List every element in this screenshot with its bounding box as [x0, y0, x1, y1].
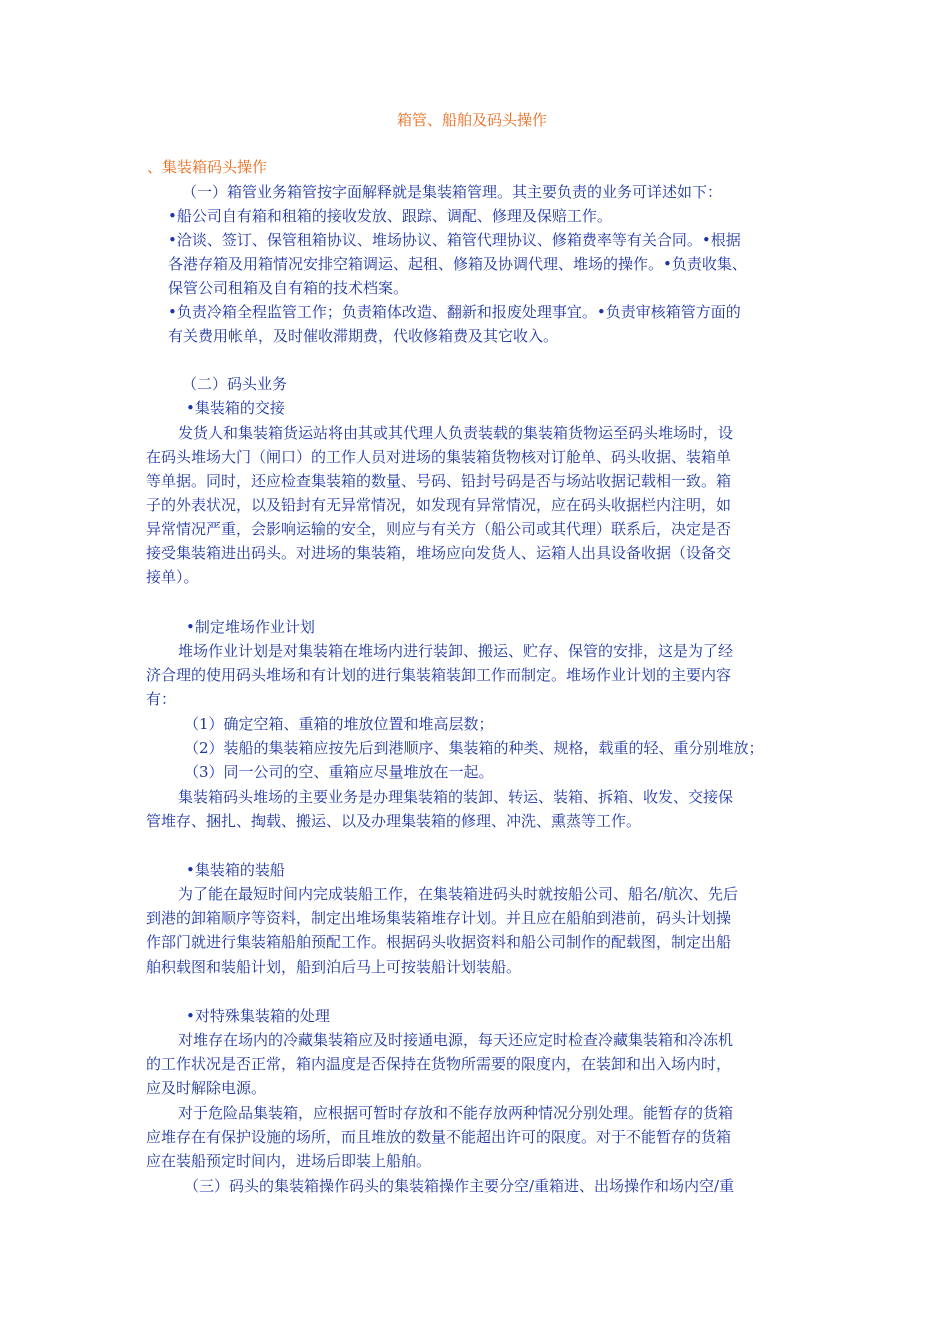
bullet-heading: •集装箱的交接 — [186, 399, 285, 417]
paragraph-line: 对堆存在场内的冷藏集装箱应及时接通电源，每天还应定时检查冷藏集装箱和冷冻机 — [178, 1031, 734, 1049]
paragraph-line: 各港存箱及用箱情况安排空箱调运、起租、修箱及协调代理、堆场的操作。•负责收集、 — [168, 255, 747, 273]
subsection-heading: （二）码头业务 — [182, 375, 288, 393]
paragraph-line: 的工作状况是否正常，箱内温度是否保持在货物所需要的限度内，在装卸和出入场内时， — [146, 1055, 732, 1073]
paragraph-line: 等单据。同时，还应检查集装箱的数量、号码、铅封号码是否与场站收据记载相一致。箱 — [146, 472, 732, 490]
paragraph-line: 集装箱码头堆场的主要业务是办理集装箱的装卸、转运、装箱、拆箱、收发、交接保 — [178, 788, 734, 806]
paragraph-line: 接单）。 — [146, 568, 199, 586]
paragraph-line: 到港的卸箱顺序等资料，制定出堆场集装箱堆存计划。并且应在船舶到港前，码头计划操 — [146, 909, 732, 927]
subsection-heading: （三）码头的集装箱操作码头的集装箱操作主要分空/重箱进、出场操作和场内空/重 — [184, 1177, 735, 1195]
paragraph-line: 有： — [146, 690, 177, 708]
bullet-heading: •对特殊集装箱的处理 — [186, 1007, 330, 1025]
bullet-heading: •制定堆场作业计划 — [186, 618, 315, 636]
paragraph-line: 济合理的使用码头堆场和有计划的进行集装箱装卸工作而制定。堆场作业计划的主要内容 — [146, 666, 732, 684]
paragraph-line: 有关费用帐单，及时催收滞期费，代收修箱费及其它收入。 — [168, 327, 559, 345]
bullet-line: •负责冷箱全程监管工作；负责箱体改造、翻新和报废处理事宜。•负责审核箱管方面的 — [168, 303, 741, 321]
list-item: （1）确定空箱、重箱的堆放位置和堆高层数； — [184, 715, 494, 733]
paragraph-line: 应堆存在有保护设施的场所，而且堆放的数量不能超出许可的限度。对于不能暂存的货箱 — [146, 1128, 732, 1146]
paragraph-line: 接受集装箱进出码头。对进场的集装箱，堆场应向发货人、运箱人出具设备收据（设备交 — [146, 544, 732, 562]
paragraph-line: 异常情况严重，会影响运输的安全，则应与有关方（船公司或其代理）联系后，决定是否 — [146, 520, 732, 538]
page-title: 箱管、船舶及码头操作 — [397, 111, 548, 129]
paragraph-line: 应及时解除电源。 — [146, 1079, 267, 1097]
paragraph-line: （一）箱管业务箱管按字面解释就是集装箱管理。其主要负责的业务可详述如下： — [182, 183, 723, 201]
paragraph-line: 管堆存、捆扎、掏载、搬运、以及办理集装箱的修理、冲洗、熏蒸等工作。 — [146, 812, 642, 830]
paragraph-line: 堆场作业计划是对集装箱在堆场内进行装卸、搬运、贮存、保管的安排，这是为了经 — [178, 642, 734, 660]
paragraph-line: 对于危险品集装箱，应根据可暂时存放和不能存放两种情况分别处理。能暂存的货箱 — [178, 1104, 734, 1122]
paragraph-line: 作部门就进行集装箱船舶预配工作。根据码头收据资料和船公司制作的配载图，制定出船 — [146, 933, 732, 951]
bullet-line: •洽谈、签订、保管租箱协议、堆场协议、箱管代理协议、修箱费率等有关合同。•根据 — [168, 231, 741, 249]
paragraph-line: 在码头堆场大门（闸口）的工作人员对进场的集装箱货物核对订舱单、码头收据、装箱单 — [146, 448, 732, 466]
paragraph-line: 发货人和集装箱货运站将由其或其代理人负责装载的集装箱货物运至码头堆场时，设 — [178, 424, 734, 442]
list-item: （2）装船的集装箱应按先后到港顺序、集装箱的种类、规格，载重的轻、重分别堆放； — [184, 739, 764, 757]
paragraph-line: 为了能在最短时间内完成装船工作，在集装箱进码头时就按船公司、船名/航次、先后 — [178, 885, 739, 903]
section-heading: 、集装箱码头操作 — [147, 158, 268, 176]
paragraph-line: 舶积载图和装船计划，船到泊后马上可按装船计划装船。 — [146, 958, 522, 976]
paragraph-line: 应在装船预定时间内，进场后即装上船舶。 — [146, 1152, 432, 1170]
bullet-heading: •集装箱的装船 — [186, 861, 285, 879]
paragraph-line: 保管公司租箱及自有箱的技术档案。 — [168, 279, 409, 297]
paragraph-line: 子的外表状况，以及铅封有无异常情况，如发现有异常情况，应在码头收据栏内注明，如 — [146, 496, 732, 514]
list-item: （3）同一公司的空、重箱应尽量堆放在一起。 — [184, 763, 494, 781]
bullet-line: •船公司自有箱和租箱的接收发放、跟踪、调配、修理及保赔工作。 — [168, 207, 612, 225]
